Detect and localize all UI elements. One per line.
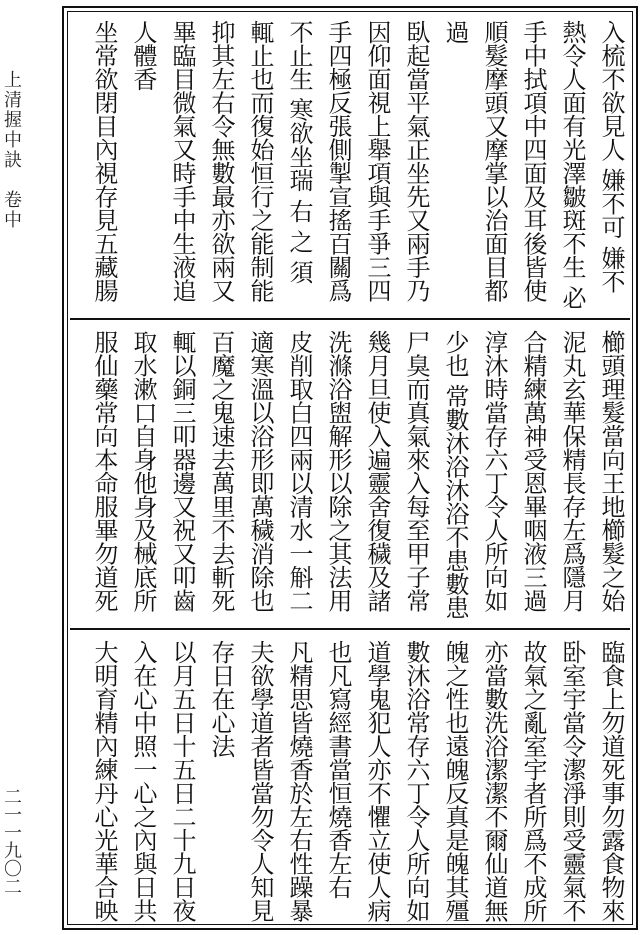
page-number: 二一一九〇二	[1, 787, 22, 895]
text-column: 合精練萬神受恩畢咽液三過	[519, 330, 547, 612]
text-column: 大明育精內練丹心光華合映	[90, 640, 118, 922]
text-column: 亦當數洗浴潔潔不爾仙道無	[480, 640, 508, 922]
text-column: 適寒溫以浴形即萬穢消除也	[246, 330, 274, 612]
text-column: 洗滌浴盥解形以除之其法用	[324, 330, 352, 612]
text-frame	[62, 6, 638, 930]
text-column: 因仰面視上舉項與手爭三四	[363, 20, 391, 302]
text-column: 少也 常數沐浴沐浴不患數患	[441, 330, 469, 620]
text-column: 存日在心法	[207, 640, 235, 758]
text-column: 夫欲學道者皆當勿令人知見	[246, 640, 274, 922]
text-column: 服仙藥常向本命服畢勿道死	[90, 330, 118, 612]
text-column: 輒以銅三叩器邊又祝又叩齒	[168, 330, 196, 612]
text-column: 入在心中照一心之內與日共	[129, 640, 157, 922]
band-divider	[70, 318, 630, 320]
band-divider	[70, 628, 630, 630]
text-column: 熱令人面有光澤皺斑不生 必	[558, 20, 586, 310]
text-column: 不止生 寒欲坐瑞 右 之 須	[285, 20, 313, 284]
text-column: 道學鬼犯人亦不懼立使人病	[363, 640, 391, 922]
text-column: 以月五日十五日二十九日夜	[168, 640, 196, 922]
text-column: 手四極反張側掣宣搖百關爲	[324, 20, 352, 302]
text-column: 幾月旦使入遍靈舍復穢及諸	[363, 330, 391, 612]
text-column: 入梳不欲見人 嫌不可 嫌不	[597, 20, 625, 293]
text-column: 凡精思皆燒香於左右性躁暴	[285, 640, 313, 922]
book-title-margin: 上清握中訣 卷中	[1, 70, 22, 230]
text-column: 百魔之鬼速去萬里不去斬死	[207, 330, 235, 612]
text-column: 卧室宇當令潔淨則受靈氣不	[558, 640, 586, 922]
text-column: 泥丸玄華保精長存左爲隱月	[558, 330, 586, 612]
text-column: 人體香	[129, 20, 157, 91]
text-column: 尸臭而真氣來入每至甲子常	[402, 330, 430, 612]
text-column: 皮削取白四兩以清水一斛二	[285, 330, 313, 612]
text-column: 數沐浴常存六丁令人所向如	[402, 640, 430, 922]
text-band-lower	[70, 636, 630, 924]
text-column: 臨食上勿道死事勿露食物來	[597, 640, 625, 922]
text-column: 畢臨目微氣又時手中生液追	[168, 20, 196, 302]
text-column: 抑其左右令無數最亦欲兩又	[207, 20, 235, 302]
text-column: 魄之性也遠魄反真是魄其殭	[441, 640, 469, 922]
text-column: 故氣之亂室宇者所爲不成所	[519, 640, 547, 922]
text-column: 臥起當平氣正坐先又兩手乃	[402, 20, 430, 302]
text-column: 取水漱口自身他身及械底所	[129, 330, 157, 612]
text-column: 順髮摩頭又摩掌以治面目都	[480, 20, 508, 302]
text-column: 輒止也而復始恒行之能制能	[246, 20, 274, 302]
text-column: 也凡寫經書當恒燒香左右	[324, 640, 352, 899]
text-column: 坐常欲閉目內視存見五藏腸	[90, 20, 118, 302]
text-band-middle	[70, 326, 630, 622]
text-column: 淳沐時當存六丁令人所向如	[480, 330, 508, 612]
text-band-upper	[70, 16, 630, 312]
text-column: 櫛頭理髮當向王地櫛髮之始	[597, 330, 625, 612]
text-column: 手中拭項中四面及耳後皆使	[519, 20, 547, 302]
text-column: 過	[441, 20, 469, 44]
